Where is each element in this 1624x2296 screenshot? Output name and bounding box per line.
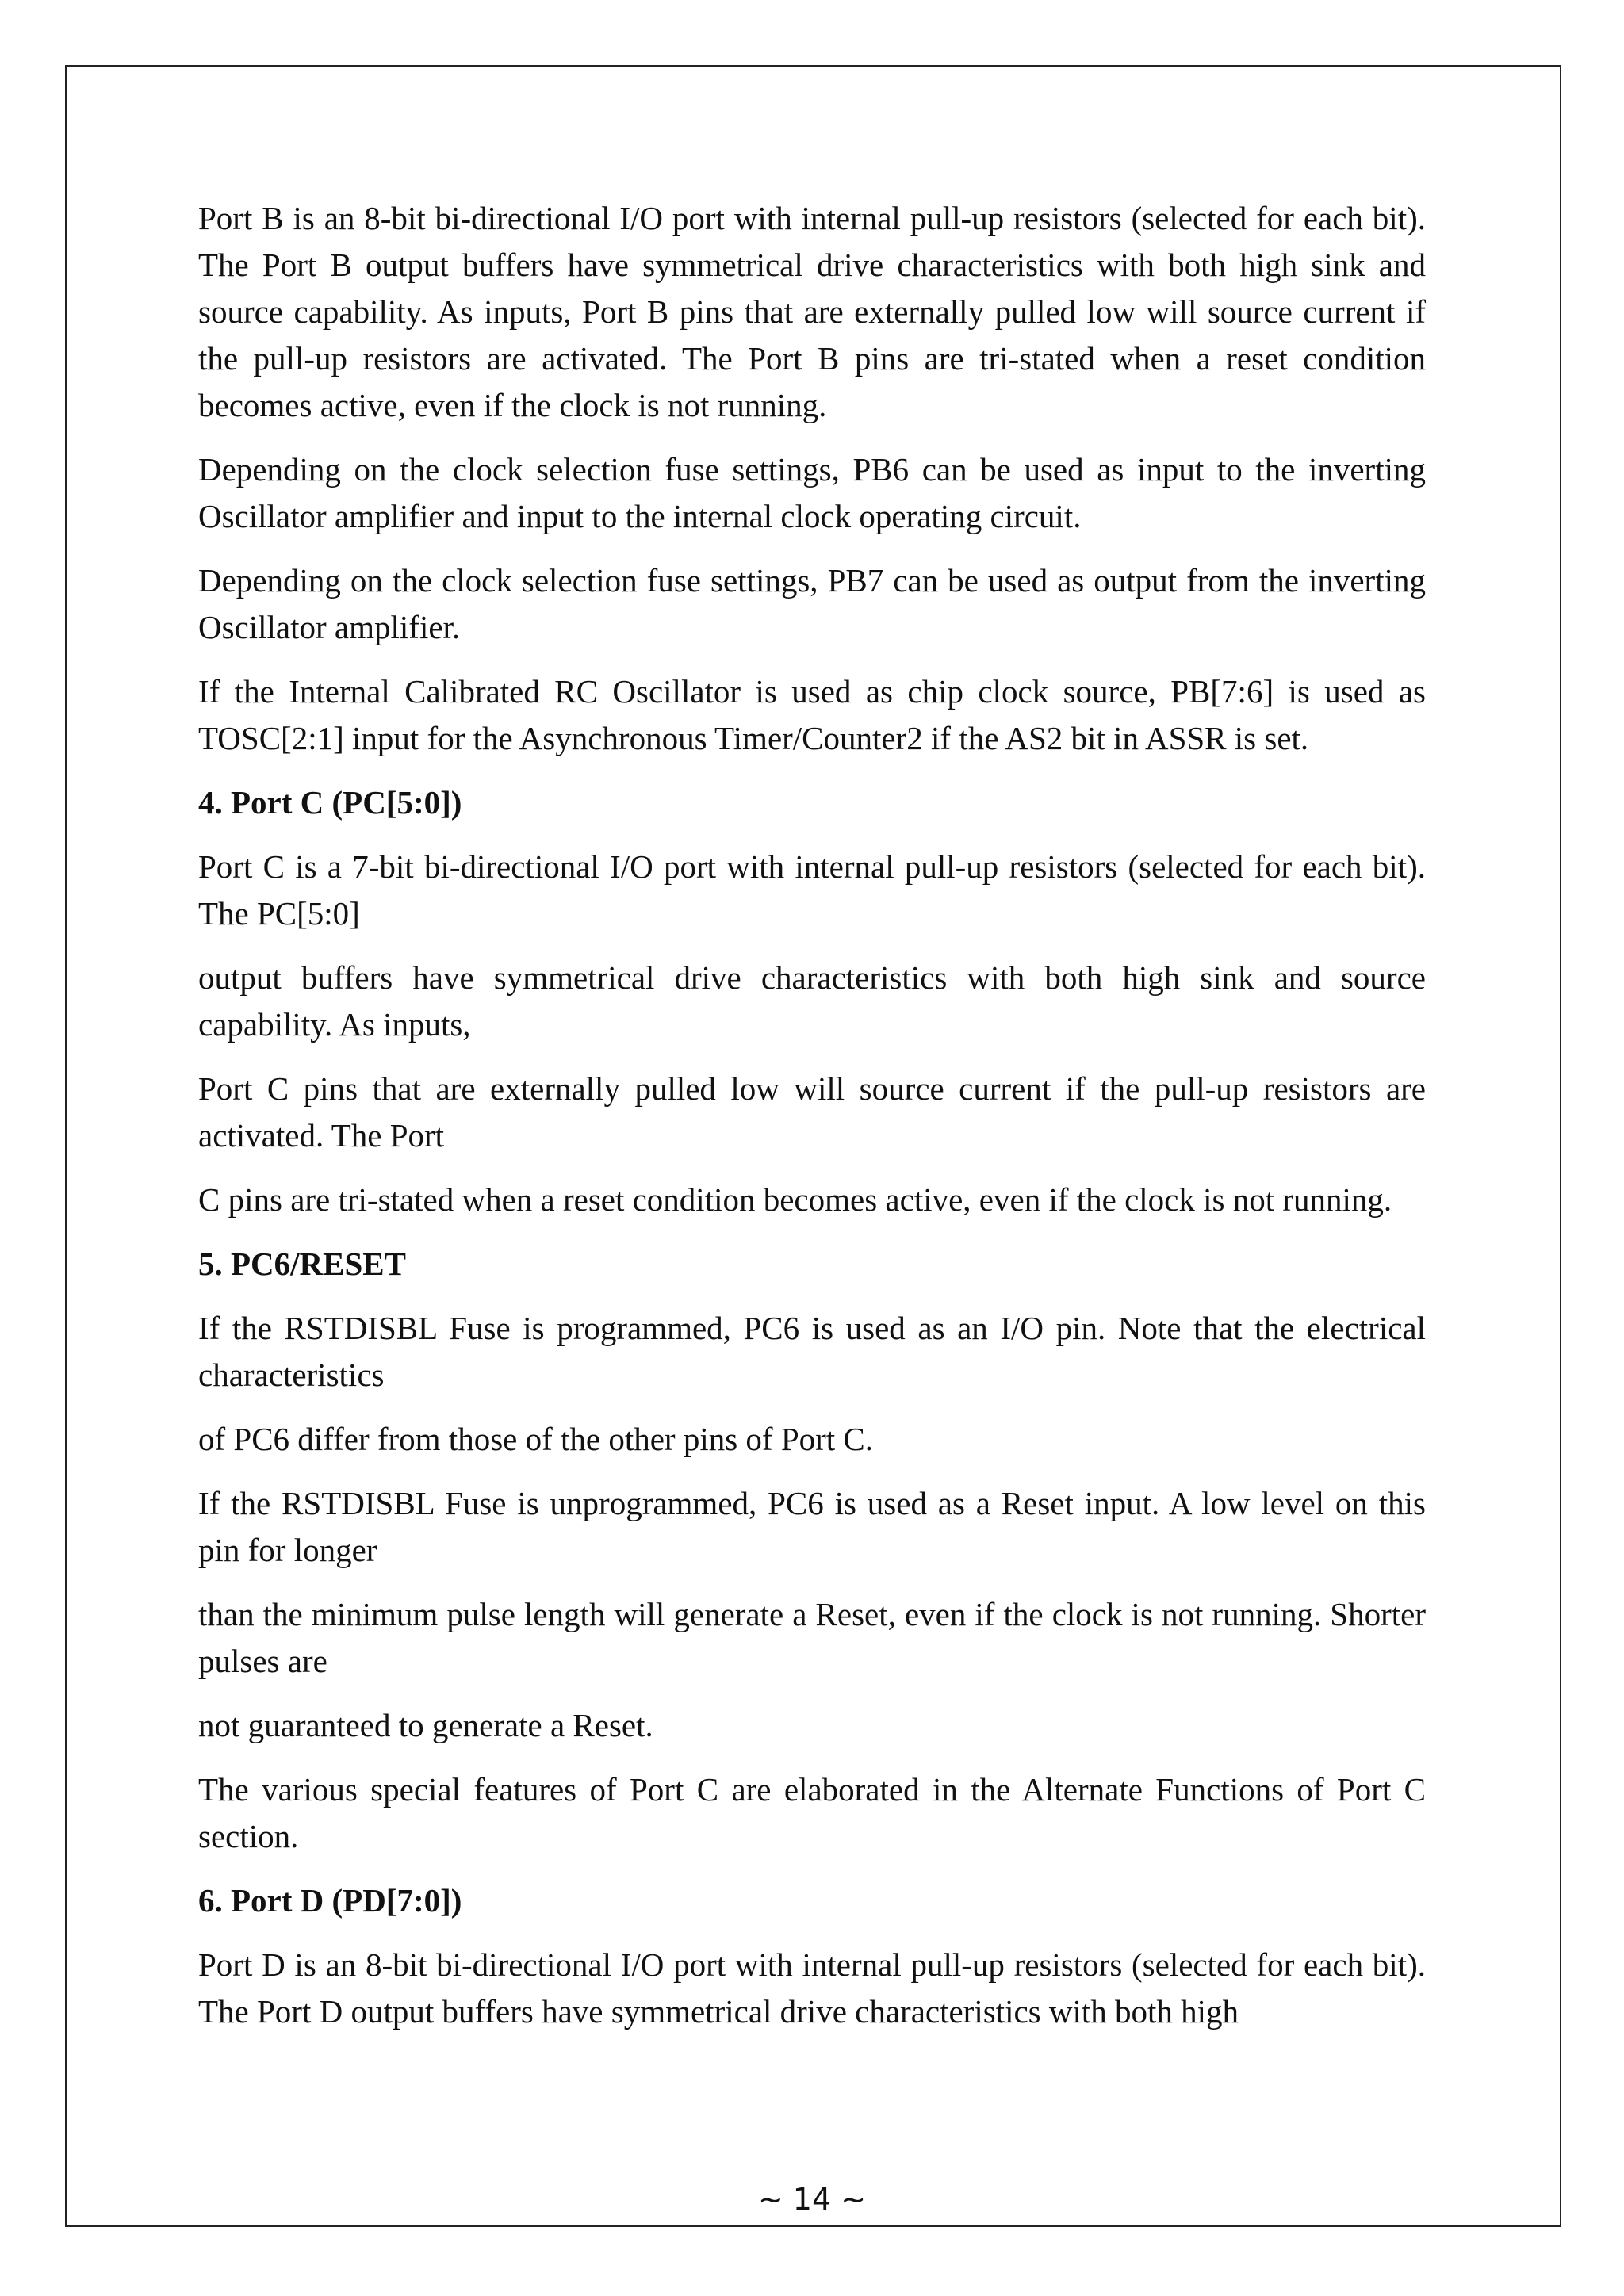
paragraph-pulse-length: than the minimum pulse length will generate a Reset, even if the clock is not running. Shorter pulses are [198,1596,1426,1679]
paragraph-port-c-tristate: C pins are tri-stated when a reset condition becomes active, even if the clock is not running. [198,1181,1392,1218]
paragraph-port-d-intro: Port D is an 8-bit bi-directional I/O port with internal pull-up resistors (selected for each bit). The Port D output buffers have symmetrical drive characteristics with both high [198,1946,1426,2030]
paragraph-pc6-differ: of PC6 differ from those of the other pins of Port C. [198,1421,874,1457]
heading-pc6-reset: 5. PC6/RESET [198,1246,406,1282]
paragraph-pb7: Depending on the clock selection fuse settings, PB7 can be used as output from the inverting Oscillator amplifier. [198,562,1426,645]
paragraph-port-c-buffers: output buffers have symmetrical drive characteristics with both high sink and source capability. As inputs, [198,959,1426,1043]
heading-port-d: 6. Port D (PD[7:0]) [198,1882,462,1919]
paragraph-rc-oscillator: If the Internal Calibrated RC Oscillator is used as chip clock source, PB[7:6] is used as TOSC[2:1] input for the Asynchronous Timer/Counter2 if the AS2 bit in ASSR is set. [198,673,1426,756]
paragraph-alternate-functions: The various special features of Port C are elaborated in the Alternate Functions of Port C section. [198,1771,1426,1854]
page-number: ~ 14 ~ [757,2182,867,2217]
paragraph-pb6: Depending on the clock selection fuse settings, PB6 can be used as input to the inverting Oscillator amplifier and input to the internal clock operating circuit. [198,451,1426,534]
paragraph-rstdisbl-programmed: If the RSTDISBL Fuse is programmed, PC6 is used as an I/O pin. Note that the electrical characteristics [198,1310,1426,1393]
document-body [198,195,1426,2053]
heading-port-c: 4. Port C (PC[5:0]) [198,784,462,821]
paragraph-rstdisbl-unprogrammed: If the RSTDISBL Fuse is unprogrammed, PC6 is used as a Reset input. A low level on this pin for longer [198,1485,1426,1568]
paragraph-not-guaranteed: not guaranteed to generate a Reset. [198,1707,653,1743]
paragraph-port-b-intro: Port B is an 8-bit bi-directional I/O port with internal pull-up resistors (selected for each bit). The Port B output buffers have symmetrical drive characteristics with both high sink and source capability. As inputs, Port B pins that are externally pulled low will source current if the pull-up resistors are activated. The Port B pins are tri-stated when a reset condition becomes active, even if the clock is not running. [198,200,1426,423]
paragraph-port-c-intro: Port C is a 7-bit bi-directional I/O port with internal pull-up resistors (selected for each bit). The PC[5:0] [198,848,1426,932]
paragraph-port-c-pins: Port C pins that are externally pulled low will source current if the pull-up resistors are activated. The Port [198,1070,1426,1154]
